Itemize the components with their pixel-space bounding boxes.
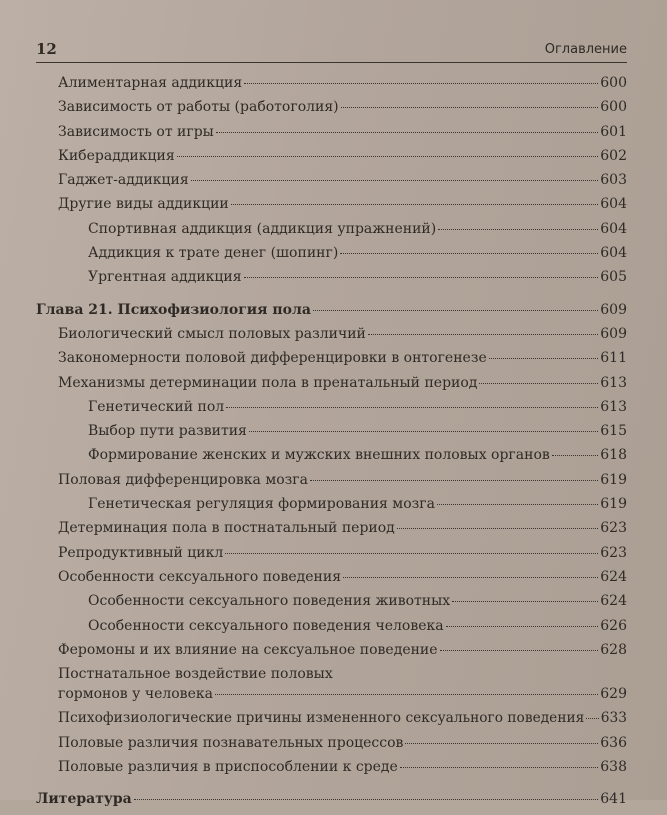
toc-entry-page: 626 <box>600 617 627 634</box>
toc-entry-title: гормонов у человека <box>58 686 213 703</box>
toc-entry-page: 604 <box>600 196 627 213</box>
dot-leader <box>446 626 599 627</box>
dot-leader <box>397 528 598 529</box>
dot-leader <box>405 743 598 744</box>
dot-leader <box>215 694 598 695</box>
toc-entry[interactable] <box>36 568 627 592</box>
toc-entry-title: Детерминация пола в постнатальный период <box>58 520 395 537</box>
dot-leader <box>225 553 598 554</box>
toc-entry-title: Аддикция к трате денег (шопинг) <box>88 245 339 262</box>
dot-leader <box>343 577 598 578</box>
dot-leader <box>340 253 598 254</box>
toc-entry-page: 615 <box>600 423 627 440</box>
toc-entry-page: 605 <box>600 269 627 286</box>
dot-leader <box>244 277 599 278</box>
toc-entry[interactable] <box>36 544 627 568</box>
toc-entry-page: 624 <box>600 568 627 585</box>
toc-entry-page: 638 <box>600 759 627 776</box>
toc-literature[interactable] <box>36 790 627 814</box>
toc-entry-title: Выбор пути развития <box>88 423 247 440</box>
toc-entry-page: 633 <box>600 710 627 727</box>
toc-entry[interactable] <box>36 471 627 495</box>
toc-entry-title-line1: Постнатальное воздействие половых <box>58 666 333 683</box>
toc-entry[interactable] <box>36 195 627 219</box>
toc-entry-title: Биологический смысл половых различий <box>58 325 366 342</box>
toc-entry-page: 603 <box>600 172 627 189</box>
toc-entry-title: Зависимость от работы (работоголия) <box>58 99 339 116</box>
toc-entry-page: 602 <box>600 147 627 164</box>
toc-entry-title: Генетический пол <box>88 398 225 415</box>
dot-leader <box>489 358 599 359</box>
dot-leader <box>177 156 599 157</box>
toc-subentry[interactable] <box>36 244 627 268</box>
toc-entry[interactable] <box>36 147 627 171</box>
toc-entry-title: Генетическая регуляция формирования мозга <box>88 496 435 513</box>
toc-entry-page: 618 <box>600 447 627 464</box>
toc-entry[interactable] <box>36 519 627 543</box>
toc-subentry[interactable] <box>36 592 627 616</box>
dot-leader <box>400 767 598 768</box>
toc-entry[interactable] <box>36 325 627 349</box>
toc-entry-page: 619 <box>600 496 627 513</box>
toc-entry-title: Гаджет-аддикция <box>58 172 189 189</box>
toc-chapter-title: Глава 21. Психофизиология пола <box>36 301 311 318</box>
toc-entry-title: Формирование женских и мужских внешних половых органов <box>88 447 550 464</box>
toc-subentry[interactable] <box>36 495 627 519</box>
toc-subentry[interactable] <box>36 220 627 244</box>
toc-entry-title: Половые различия познавательных процессов <box>58 734 404 751</box>
toc-entry[interactable] <box>36 758 627 782</box>
toc-entry-page: 629 <box>600 686 627 703</box>
toc-entry-page: 624 <box>600 593 627 610</box>
toc-entry-page: 628 <box>600 641 627 658</box>
toc-entry-page: 623 <box>600 544 627 561</box>
toc-entry-title: Особенности сексуального поведения животных <box>88 593 451 610</box>
toc-entry-page: 604 <box>600 220 627 237</box>
dot-leader <box>552 455 599 456</box>
toc-subentry[interactable] <box>36 398 627 422</box>
toc-entry[interactable] <box>36 734 627 758</box>
toc-entry-title: Алиментарная аддикция <box>58 75 243 91</box>
dot-leader <box>479 383 598 384</box>
toc-entry-title: Психофизиологические причины измененного сексуального поведения <box>58 710 585 727</box>
toc-entry[interactable] <box>36 171 627 195</box>
dot-leader <box>586 718 598 719</box>
toc-entry-page: 611 <box>600 350 627 367</box>
toc-entry-title: Кибераддикция <box>58 147 175 164</box>
toc-entry-page: 636 <box>600 734 627 751</box>
toc-subentry[interactable] <box>36 446 627 470</box>
dot-leader <box>216 132 598 133</box>
toc-entry-page: 613 <box>600 398 627 415</box>
dot-leader <box>437 504 598 505</box>
toc-chapter-21[interactable] <box>36 301 627 325</box>
toc-entry-title: Зависимость от игры <box>58 123 214 140</box>
toc-entry[interactable] <box>36 74 627 98</box>
toc-entry-title: Ургентная аддикция <box>88 269 242 286</box>
toc-entry[interactable] <box>36 709 627 733</box>
toc-subentry[interactable] <box>36 617 627 641</box>
dot-leader <box>231 204 599 205</box>
table-of-contents <box>36 74 627 815</box>
toc-entry-title: Феромоны и их влияние на сексуальное поведение <box>58 641 438 658</box>
toc-entry-title: Закономерности половой дифференцировки в онтогенезе <box>58 350 487 367</box>
dot-leader <box>249 431 598 432</box>
toc-entry-page: 613 <box>600 374 627 391</box>
toc-entry-page: 604 <box>600 245 627 262</box>
toc-entry-title: Особенности сексуального поведения <box>58 568 342 585</box>
dot-leader <box>226 407 598 408</box>
toc-entry-wrapped[interactable] <box>36 665 627 709</box>
dot-leader <box>341 107 599 108</box>
toc-chapter-title: Литература <box>36 791 132 808</box>
toc-entry-title: Половые различия в приспособлении к среде <box>58 759 398 776</box>
toc-entry-title: Половая дифференцировка мозга <box>58 471 308 488</box>
toc-entry-line2 <box>36 685 627 709</box>
toc-entry[interactable] <box>36 98 627 122</box>
toc-entry[interactable] <box>36 374 627 398</box>
dot-leader <box>440 650 599 651</box>
page-number: 12 <box>36 40 57 58</box>
running-header <box>36 40 627 63</box>
dot-leader <box>438 229 598 230</box>
toc-entry-page: 609 <box>600 301 627 318</box>
dot-leader <box>191 180 599 181</box>
toc-entry-page: 601 <box>600 123 627 140</box>
section-title: Оглавление <box>544 42 627 57</box>
toc-entry-page: 619 <box>600 471 627 488</box>
toc-entry-page: 641 <box>600 791 627 808</box>
toc-entry[interactable] <box>36 123 627 147</box>
toc-subentry[interactable] <box>36 422 627 446</box>
toc-entry-page: 600 <box>600 75 627 91</box>
dot-leader <box>368 334 598 335</box>
toc-entry-title: Репродуктивный цикл <box>58 544 224 561</box>
toc-entry-title: Особенности сексуального поведения человека <box>88 617 444 634</box>
dot-leader <box>310 480 598 481</box>
toc-entry[interactable] <box>36 641 627 665</box>
toc-entry-page: 600 <box>600 99 627 116</box>
dot-leader <box>452 601 598 602</box>
toc-subentry[interactable] <box>36 268 627 292</box>
toc-entry[interactable] <box>36 349 627 373</box>
toc-entry-title: Спортивная аддикция (аддикция упражнений) <box>88 220 437 237</box>
toc-entry-title: Другие виды аддикции <box>58 196 229 213</box>
dot-leader <box>313 310 598 311</box>
toc-entry-page: 609 <box>600 325 627 342</box>
dot-leader <box>244 83 598 84</box>
toc-entry-title: Механизмы детерминации пола в пренатальный период <box>58 374 478 391</box>
toc-entry-page: 623 <box>600 520 627 537</box>
